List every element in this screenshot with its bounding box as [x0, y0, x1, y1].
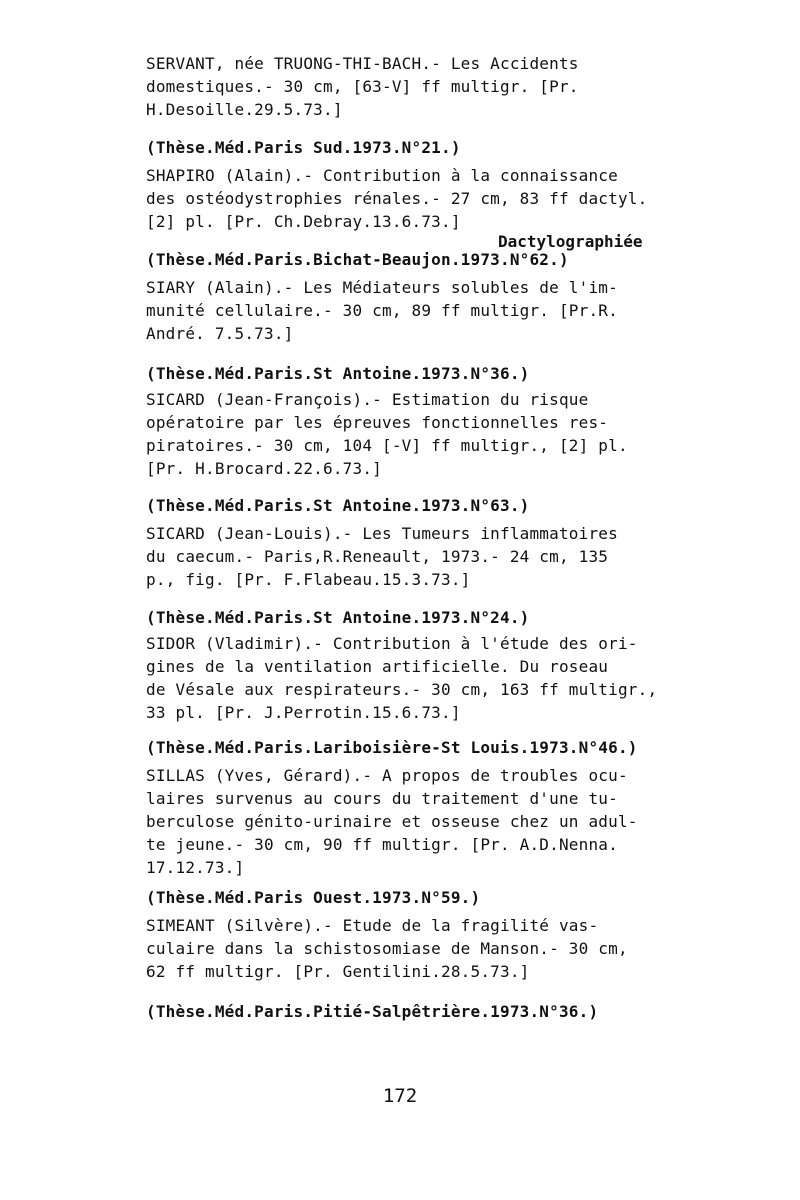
catalog-entry — [146, 276, 666, 345]
entry-line: te jeune.- 30 cm, 90 ff multigr. [Pr. A.D.Nenna. — [146, 835, 618, 854]
entry-source: (Thèse.Méd.Paris.Bichat-Beaujon.1973.N°62.) — [146, 250, 569, 269]
entry-line: SICARD (Jean-François).- Estimation du risque — [146, 390, 589, 409]
entry-note: Dactylographiée — [498, 232, 643, 251]
catalog-entry — [146, 52, 666, 121]
catalog-entry — [146, 164, 666, 233]
entry-text — [146, 764, 666, 879]
catalog-entry — [146, 764, 666, 879]
entry-line: de Vésale aux respirateurs.- 30 cm, 163 ff multigr., — [146, 680, 658, 699]
entry-line: berculose génito-urinaire et osseuse chez un adul- — [146, 812, 638, 831]
entry-line: SHAPIRO (Alain).- Contribution à la connaissance — [146, 166, 618, 185]
entry-line: H.Desoille.29.5.73.] — [146, 100, 343, 119]
entry-line: munité cellulaire.- 30 cm, 89 ff multigr. [Pr.R. — [146, 301, 618, 320]
entry-line: gines de la ventilation artificielle. Du roseau — [146, 657, 609, 676]
entry-source: (Thèse.Méd.Paris.Pitié-Salpêtrière.1973.N°36.) — [146, 1002, 599, 1021]
entry-line: culaire dans la schistosomiase de Manson.- 30 cm, — [146, 939, 628, 958]
entry-line: 33 pl. [Pr. J.Perrotin.15.6.73.] — [146, 703, 461, 722]
entry-line: SERVANT, née TRUONG-THI-BACH.- Les Accidents — [146, 54, 579, 73]
entry-source: (Thèse.Méd.Paris Sud.1973.N°21.) — [146, 138, 461, 157]
entry-line: SIMEANT (Silvère).- Etude de la fragilité vas- — [146, 916, 599, 935]
entry-line: [Pr. H.Brocard.22.6.73.] — [146, 459, 382, 478]
page-number: 172 — [382, 1085, 418, 1107]
entry-text — [146, 276, 666, 345]
entry-text — [146, 914, 666, 983]
entry-line: SICARD (Jean-Louis).- Les Tumeurs inflammatoires — [146, 524, 618, 543]
entry-line: domestiques.- 30 cm, [63-V] ff multigr. [Pr. — [146, 77, 579, 96]
entry-source: (Thèse.Méd.Paris.St Antoine.1973.N°24.) — [146, 608, 530, 627]
entry-line: SIDOR (Vladimir).- Contribution à l'étude des ori- — [146, 634, 638, 653]
entry-line: p., fig. [Pr. F.Flabeau.15.3.73.] — [146, 570, 471, 589]
entry-text — [146, 632, 666, 724]
entry-line: SIARY (Alain).- Les Médiateurs solubles de l'im- — [146, 278, 618, 297]
entry-source: (Thèse.Méd.Paris.St Antoine.1973.N°36.) — [146, 364, 530, 383]
entry-line: SILLAS (Yves, Gérard).- A propos de troubles ocu- — [146, 766, 628, 785]
entry-source: (Thèse.Méd.Paris Ouest.1973.N°59.) — [146, 888, 481, 907]
entry-text — [146, 164, 666, 233]
entry-source: (Thèse.Méd.Paris.St Antoine.1973.N°63.) — [146, 496, 530, 515]
catalog-entry — [146, 632, 666, 724]
entry-text — [146, 52, 666, 121]
catalog-entry — [146, 388, 666, 480]
entry-source: (Thèse.Méd.Paris.Lariboisière-St Louis.1973.N°46.) — [146, 738, 638, 757]
entry-line: piratoires.- 30 cm, 104 [-V] ff multigr., [2] pl. — [146, 436, 628, 455]
entry-text — [146, 388, 666, 480]
entry-line: du caecum.- Paris,R.Reneault, 1973.- 24 cm, 135 — [146, 547, 609, 566]
catalog-entry — [146, 522, 666, 591]
entry-line: laires survenus au cours du traitement d'une tu- — [146, 789, 618, 808]
entry-line: André. 7.5.73.] — [146, 324, 294, 343]
entry-line: 62 ff multigr. [Pr. Gentilini.28.5.73.] — [146, 962, 530, 981]
entry-text — [146, 522, 666, 591]
entry-line: des ostéodystrophies rénales.- 27 cm, 83 ff dactyl. — [146, 189, 648, 208]
catalog-entry — [146, 914, 666, 983]
entry-line: opératoire par les épreuves fonctionnelles res- — [146, 413, 609, 432]
entry-line: [2] pl. [Pr. Ch.Debray.13.6.73.] — [146, 212, 461, 231]
entry-line: 17.12.73.] — [146, 858, 245, 877]
